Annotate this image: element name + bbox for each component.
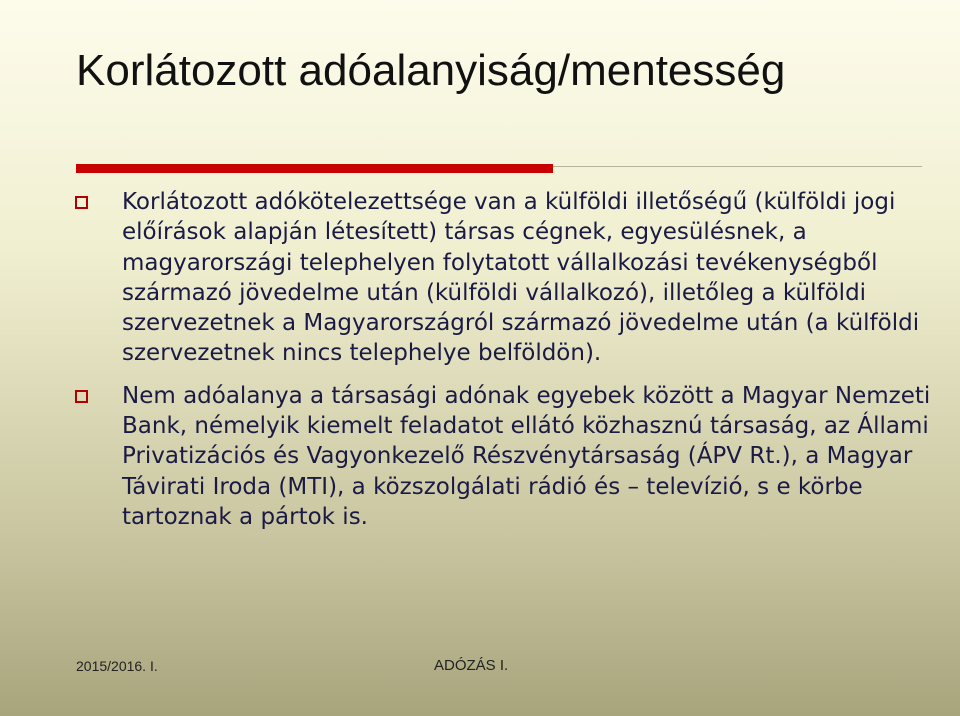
footer-course: ADÓZÁS I. — [434, 657, 509, 674]
bullet-list — [75, 187, 935, 544]
square-bullet-icon — [75, 390, 88, 403]
bullet-text: Nem adóalanya a társasági adónak egyebek között a Magyar Nemzeti Bank, némelyik kiemelt feladatot ellátó közhasznú társaság, az Állami Privatizációs és Vagyonkezelő Részvénytársaság (ÁPV Rt.), a Magyar Távirati Iroda (MTI), a közszolgálati rádió és – televízió, s e körbe tartoznak a pártok is. — [122, 382, 931, 530]
title-accent-bar — [76, 164, 553, 173]
square-bullet-icon — [75, 196, 88, 209]
footer-date: 2015/2016. I. — [76, 658, 158, 674]
bullet-text: Korlátozott adókötelezettsége van a külföldi illetőségű (külföldi jogi előírások alapján létesített) társas cégnek, egyesülésnek, a magyarországi telephelyen folytatott vállalkozási tevékenységből származó jövedelme után (külföldi vállalkozó), illetőleg a külföldi szervezetnek a Magyarországról származó jövedelme után (a külföldi szervezetnek nincs telephelye belföldön). — [122, 189, 920, 367]
bullet-item — [75, 381, 935, 532]
slide-title: Korlátozott adóalanyiság/mentesség — [76, 46, 786, 95]
bullet-item — [75, 187, 935, 369]
